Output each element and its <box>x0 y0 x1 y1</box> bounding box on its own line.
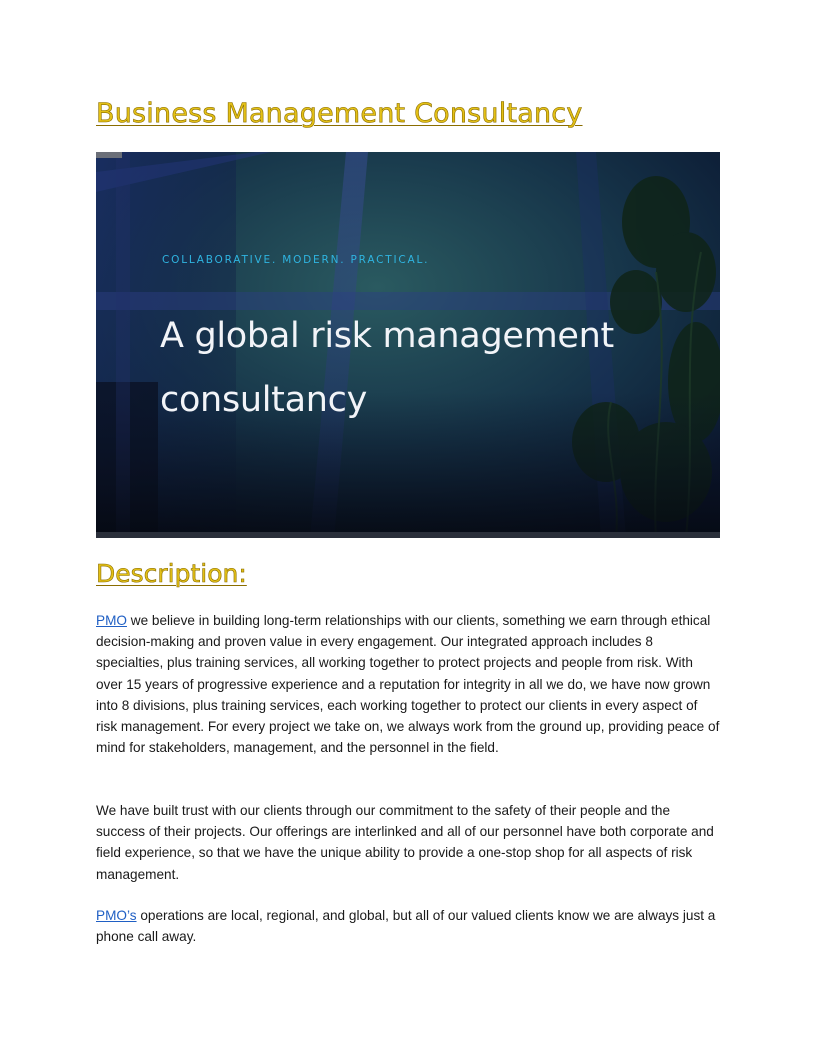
pmos-link[interactable]: PMO’s <box>96 908 137 923</box>
paragraph-trust-text: We have built trust with our clients through our commitment to the safety of their people and the success of their projects. Our offerings are interlinked and all of our personnel have both corporate and field experience, so that we have the unique ability to provide a one-stop shop for all aspects of risk management. <box>96 803 714 882</box>
hero-image <box>96 152 720 538</box>
document-title: Business Management Consultancy <box>96 98 583 129</box>
paragraph-intro <box>96 610 722 758</box>
paragraph-intro-text: we believe in building long-term relationships with our clients, something we earn through ethical decision-making and proven value in every engagement. Our integrated approach includes 8 specialties, plus training services, all working together to protect projects and people from risk. With over 15 years of progressive experience and a reputation for integrity in all we do, we have now grown into 8 divisions, plus training services, each working together to protect our clients in every aspect of risk management. For every project we take on, we always work from the ground up, providing peace of mind for stakeholders, management, and the personnel in the field. <box>96 613 720 756</box>
paragraph-trust <box>96 800 722 885</box>
pmo-link[interactable]: PMO <box>96 613 127 628</box>
hero-video-bar <box>96 152 122 158</box>
paragraph-operations-text: operations are local, regional, and global, but all of our valued clients know we are always just a phone call away. <box>96 908 716 945</box>
hero-headline: A global risk management consultancy <box>160 316 614 420</box>
hero-tagline: COLLABORATIVE. MODERN. PRACTICAL. <box>162 254 430 266</box>
paragraph-operations <box>96 905 722 947</box>
description-heading: Description: <box>96 559 247 588</box>
